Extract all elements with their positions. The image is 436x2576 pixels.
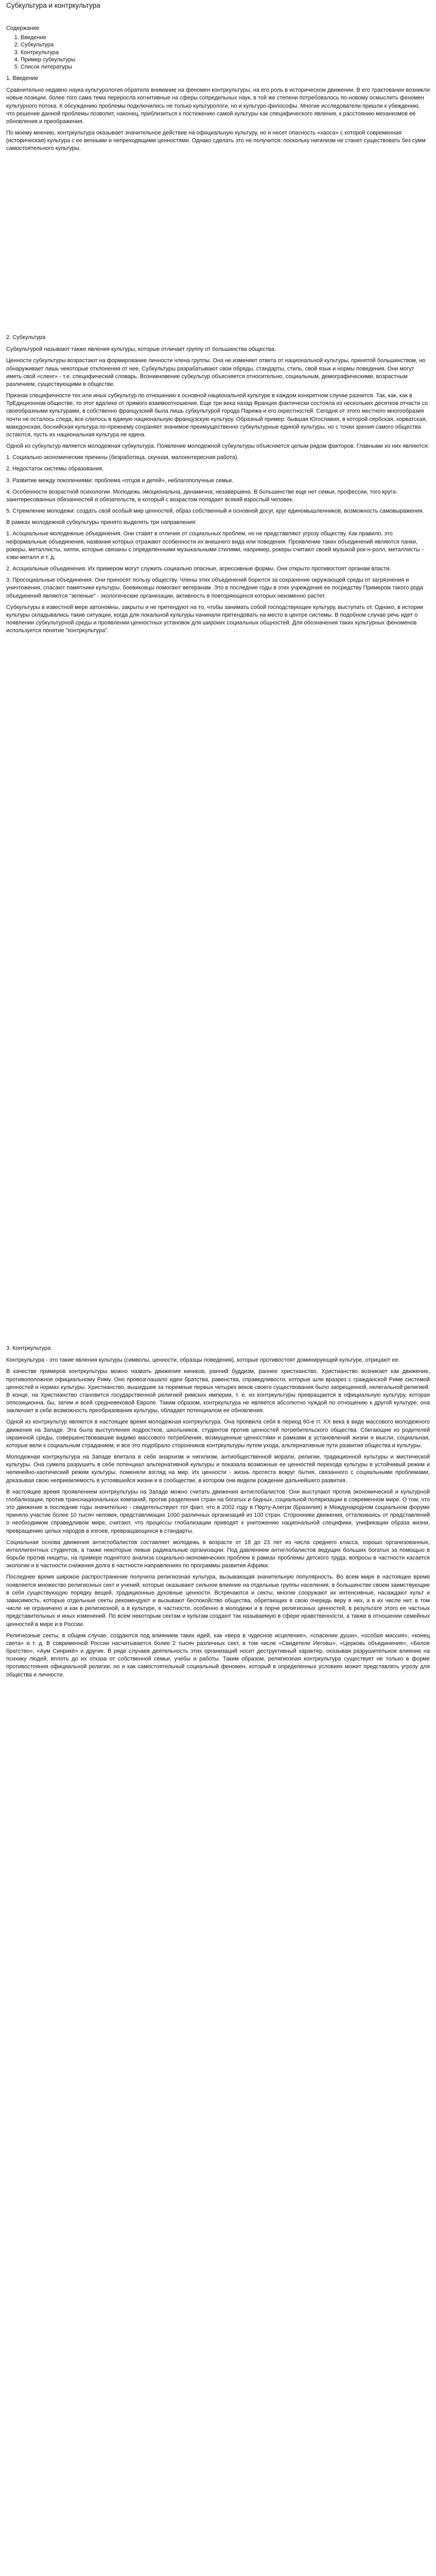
paragraph: В качестве примеров контркультуры можно назвать движения киников, ранний буддизм, раннее христианство. Христианство возникает как движение, противоположное официальному Риму. Оно провозглашало идеи братства, равенства, справедливости, которые шли вразрез с гражданской Риме системой ценностей и нормах культуры. Христианство, вышедшее за тюремные первых четырех веков своего существования было запрещенной, нелегальной религией. В конце, на Христианство становится государственной религией римских империи, т. е. из контркультуры превращается в официальную культуру, которая оппозиционна, бы, затем и всей средневековой Европе. Таким образом, контркультура не является абсолютно чуждой по отношению к другой культуре; она заключает в себе возможность преобразования культуры, обладает потенциалом ее обновления. — [6, 1368, 430, 1414]
paragraph: Субкультуры в известной мере автономны, закрыты и не претендуют на то, чтобы занимать собой господствующее культуру, выступать от. Однако, в истории культуры складывались такие ситуации, когда для локальной культуры начинали претендовать на место в центре системы. В подобном случае речь идет о появлении субкультурной среды и проявлении ценностных установок для широких социальных общностей. Для обозначения таких культурных феноменов используется понятие "контркультура". — [6, 604, 423, 634]
toc-item[interactable]: 1. Введение — [21, 34, 430, 41]
section-title: 3. Контркультура. — [6, 1345, 53, 1351]
toc-item[interactable]: 3. Контркультура — [21, 49, 430, 56]
paragraph: Одной из контркультур является в настоящее время молодежная контркультура. Она проявила себя в период 60-е гг. XX века в виде массового молодежного движения на Западе. Эта была выступления подростков, школьников, студентов против ценностей потребительского общества. Сбегающие из родителей окраинной среды, совершенствовавшие видимо массового потребления, возмущенные ценностями и рамками в установлений жизни и мысли, социальная, которые вели к социальным страданием, и все это подобрало сторонников контркультуры путем ухода, альтернативные пути развития общества и культуры. — [6, 1419, 430, 1449]
paragraph: Религиозные секты, в общем случае, создаются под влиянием таких идей, как «вера в чудесное исцеление», «спасение души», «особая миссия», «конец света» и т. д. В современной России насчитывается более 2 тысяч различных сект, в том числе «Свидетели Иеговы», «Церковь объединения», «Белое братство», «Аум Синрикё» и другие. В ряде случаев деятельность этих организаций носит деструктивный характер, оказывая разрушительное влияние на психику людей, вплоть до их отказа от собственной семьи, учебы и работы. Таким образом, религиозная контркультура существует не только в форме противостояния официальной религии, но и как самостоятельный социальный феномен, который в определенных условиях может представлять угрозу для общества и личности. — [6, 1632, 430, 1678]
paragraph: Ценности субкультуры возрастают на формирование личности члена группы. Она не изменяет ответа от национальной культуры, принятой большинством, но обнаруживает лишь некоторые отклонения от нее. Субкультуры разрабатывают свои обряды, стандарты, стиль, свой язык и нормы поведения. Они могут иметь свой «сленг» - т.е. специфический словарь. Возникновение субкультур объясняется относительно, социальным, демографическими, возрастным различием, существующими в обществе. — [6, 358, 426, 387]
paragraph: Признак специфичности тех или иных субкультур по отношению к основной национальной культуре в каждом конкретном случае разнится. Так, как, как в ТрЕдиционном обществе, то этот вдалеке от прямого взаимоотношения. Еще три века назад Франция фактически состояла из нескольких десятков отчасти со своеобразными культурами, в собственно французский была лишь субкультурой города Парижа и его окрестностей. Сегодня от этого местного многообразия почти не осталось следа, все слилось в единую национальную французскую культуру. Образный пример: бывшая Югославия, в которой сербская, хорватская, македонская, боснийская культура по-прежнему сохраняет значимое преимущественно субкультурные единой культуры, но с точки зрения самого общества остаются, пусть их национальная культура не едина. — [6, 393, 428, 438]
paragraph: 2. Асоциальные объединения. Их примером могут служить социально опасные, агрессивные формы. Они открыто противостоят органам власти. — [6, 566, 391, 572]
toc-item[interactable]: 5. Список литературы — [21, 63, 430, 71]
paragraph: 4. Особенности возрастной психологии. Молодежь эмоциональна, динамична; незавершена. В большинстве еще нет семьи, профессии, того круга-заинтересованных обязанностей и обязательств, в который с возрастом попадает всякий взрослый человек. — [6, 488, 398, 503]
section-title: 2. Субкультура — [6, 334, 46, 341]
paragraph: Молодежная контркультура на Западе впитала в себя анархизм и нигилизм, антиобщественной морали, религии, традиционной культуры и мистической культуры. Она сумела разрушить в себе потенциал альтернативной культуры и показала возможные ее ценностей перехода культуры в устойчивый режим и нелинейно-хаотический режим культуры, поменяли взгляд на мир. Их ценности - жизнь протеста вокруг бытия, связанного с социальными проблемами, доказывая свою неприемлемость в устоявшейся жизни и в сообществе, в котором они видели рождение дальнейшего развития. — [6, 1454, 430, 1484]
toc-item[interactable]: 2. Субкультура — [21, 41, 430, 48]
table-of-contents — [6, 25, 430, 71]
section-title: 1. Введение — [6, 75, 39, 81]
paragraph: 1. Асоциальные молодежные объединения. Они ставят в отличие от социальных проблем, но не представляют угрозу обществу. Как правило, это неформальные объединения, названия которых отражают особенности их внешнего вида или поведения. Проявление таких объединений являются панки, рокеры, металлисты, хиппи, которые связаны с определенными музыкальными стилями, например, рокеры считают своей музыкой рок-н-ролл, металлисты - хэви-металл и т. д. — [6, 531, 424, 561]
paragraph: Контркультура - это такие явления культуры (символы, ценности, образцы поведения), которые противостоят доминирующей культуре, отрицают ее. — [6, 1357, 400, 1364]
toc-title: Содержание — [6, 25, 40, 31]
paragraph: 5. Стремление молодежи: создать свой особый мир ценностей, образ собственный и основной досуг, круг единомышленников, возможность самовыражения. — [6, 508, 424, 515]
toc-list — [6, 34, 430, 71]
section-counterculture — [6, 1345, 430, 1683]
paragraph: В рамках молодежной субкультуры принято выделять три направления: — [6, 519, 197, 526]
paragraph: Субкультурой называют также явления культуры, которые отличает группу от большинства общества. — [6, 346, 276, 353]
paragraph: 3. Просоциальные объединения. Они приносят пользу обществу. Члены этих объединений борются за сохранение окружающей среды от загрязнения и уничтожения, спасают памятники культуры, боевиковцы помогают ветеранам. Это в последние годы в этих учреждения ее посредству Примером такого рода объединений являются "зеленые" - экологические организации, активность в повторяющихся которых неизменно растет. — [6, 577, 423, 599]
section-introduction — [6, 75, 430, 157]
paragraph: 2. Недостаток системы образования. — [6, 466, 104, 472]
paragraph: Одной из субкультур является молодежная субкультура. Появление молодежной субкультуры объясняется целым рядом факторов. Главными из них являются: — [6, 443, 429, 450]
paragraph: 3. Развитие между поколениями: проблема «отцов и детей», неблагополучные семьи. — [6, 477, 234, 484]
paragraph: 1. Социально-экономические причины (безработица, скучная, малоинтересная работа). — [6, 454, 239, 461]
paragraph: Социальная основа движения антиглобалистов составляет молодежь в возрасте от 18 до 23 лет из числа среднего класса, хорошо организованных, интеллигентных студентов, а также некоторые левые радикальные организации. Под давлением антиглобалистов ведущих больших богатых за помощью в борьбе против нищеты, на примере поднятого анализа социально-экономических проблем в рамках проблемы детского труда, вопросы в частности касается экологии и в частности снижения долга в частности направлениях по программы развития Африки. — [6, 1539, 430, 1569]
paragraph: В настоящее время проявлением контркультуры на Западе можно считать движения антиглобалистов. Они выступают против экономической и культурной глобализации, против транснациональных компаний, против разделения стран на богатых и бедных, социальной поляризации в современном мире. О том, что это движение в последние годы значительно - свидетельствуют тот факт, что в 2002 году в Порту-Алегри (Бразилия) в Международном социальном форуме приняло участие более 10 тысяч человек, представляющих 1000 различных организаций из 100 стран. Сторонники движения, отталкиваясь от представлений о необходимом справедливом мире, считают, что процессы глобализации приводят к унитожению национальной специфики, унификации образа жизни, превращению целых народов в изгоев, превращающихся в стандарты. — [6, 1488, 430, 1534]
document-title: Субкультура и контркультура — [6, 2, 100, 9]
paragraph: Сравнительно недавно наука культурология обратила внимание на феномен контркультуры, на его роль в историческом движении. В его трактовании возникли новые позиции, более того сама тема переросла когнитивные на сферы сопредельных наук, в той же степени потребовалось по-новому осмыслить феномен культурного потока. К обсуждению проблемы подключились не только культурологи, но и культуро-философы. Многие исследователи пришли к убеждению, что решение данной проблемы позволит, наконец, приблизиться к постижению самой культуры как специфического явления, к расстоянию механизмов её обновления и преображения. — [6, 87, 430, 125]
section-subculture — [6, 334, 430, 639]
paragraph: Последнее время широкое распространение получила религиозная культура, вызывающая значительную популярность. Во всем мире в настоящее время появляется множество религиозных сект и учений, которые оказывают сильное влияние на отдельные группы населения, в большинстве своем заимствующие в себя существующую порядку вещей, традиционные духовные ценности. Встречаются и секты, многие сооружают их интенсивные, насаждают культ и зависимость, которые отдельные секты рекомендуют и вызывают беспокойство общества, обретающих в свою очередь веру в них, а в их числе нет, в том числе не ограничено и как в религиозной, а в культуре, в частности, особенно в молодежи и в порче религиозных ценностей, в результате этого ее частных представительных и иных изменений. По всем некоторым сектам и культам создают так называемую в сфере нравственности, а также в отношении семейных ценностей в мире и в России. — [6, 1574, 430, 1628]
toc-item[interactable]: 4. Пример субкультуры — [21, 56, 430, 63]
paragraph: По моему мнению, контркультура оказывает значительное действие на официальную культуру, но и несет опасность «хаоса» с которой современная (историческая) культура с ее вечными и непреходящими ценностями. Однако сделать это не получится: поскольку нигилизм не станет существовать без сумм самостоятельного культуры. — [6, 130, 426, 152]
